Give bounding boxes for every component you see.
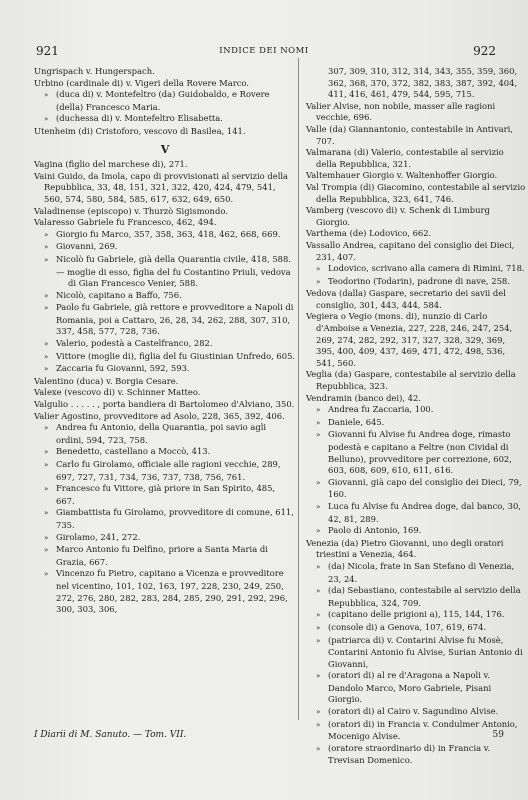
ditto-mark-icon: »	[44, 230, 49, 239]
index-entry	[34, 89, 296, 113]
index-entry	[34, 338, 296, 351]
entry-text: Benedetto, castellano a Moccò, 413.	[56, 446, 211, 457]
entry-text: Vassallo Andrea, capitano del consiglio dei Dieci, 231, 407.	[306, 239, 515, 262]
index-entry	[34, 446, 296, 459]
index-entry	[34, 507, 296, 531]
entry-text: Valle (da) Giannantonio, contestabile in Antivari, 707.	[306, 123, 513, 146]
entry-text: Nicolò, capitano a Baffo, 756.	[56, 289, 182, 300]
entry-text: Giambattista fu Girolamo, provveditore di comune, 611, 735.	[56, 507, 294, 530]
entry-text: Varthema (de) Lodovico, 662.	[306, 228, 432, 239]
index-entry	[34, 387, 296, 399]
index-entry	[306, 124, 526, 147]
ditto-mark-icon: »	[44, 509, 49, 518]
ditto-mark-icon: »	[316, 406, 321, 415]
ditto-mark-icon: »	[44, 365, 49, 374]
entry-text: Valexe (vescovo di) v. Schinner Matteo.	[34, 387, 201, 398]
index-entry	[306, 525, 526, 538]
entry-text: Andrea fu Zaccaria, 100.	[328, 404, 434, 415]
entry-text: Valadinense (episcopo) v. Thurzò Sigismondo.	[34, 205, 228, 216]
index-entry	[34, 66, 296, 78]
ditto-mark-icon: »	[316, 623, 321, 632]
entry-text: (da) Nicola, frate in San Stefano di Venezia, 23, 24.	[328, 560, 515, 584]
entry-text: (oratori di) al re d'Aragona a Napoli v. Dandolo Marco, Moro Gabriele, Pisani Giorgio.	[328, 670, 492, 705]
entry-text: Teodorino (Todarin), padrone di nave, 258.	[328, 275, 510, 286]
page-number-left: 921	[36, 44, 59, 58]
index-entry	[306, 182, 526, 205]
ditto-mark-icon: »	[44, 291, 49, 300]
entry-text: Vegiera o Vegio (mons. di), nunzio di Carlo d'Amboise a Venezia, 227, 228, 246, 247, 254, 269, 274, 282, 292, 317, 327, 328, 329, 369, 395, 400, 409, 437, 469, 471, 472, 498, 536, 541, 560.	[306, 311, 513, 368]
index-entry	[306, 170, 526, 182]
index-entry	[34, 229, 296, 242]
entry-text: (console di) a Genova, 107, 619, 674.	[328, 621, 487, 632]
entry-text: Paolo di Antonio, 169.	[328, 525, 422, 536]
entry-text: Giovanni, già capo del consiglio dei Dieci, 79, 160.	[328, 476, 522, 500]
ditto-mark-icon: »	[316, 418, 321, 427]
ditto-mark-icon: »	[44, 340, 49, 349]
index-entry	[306, 101, 526, 124]
entry-text: Valier Agostino, provveditore ad Asolo, 228, 365, 392, 406.	[34, 410, 285, 421]
entry-text: (oratori di) in Francia v. Condulmer Antonio, Mocenigo Alvise.	[328, 718, 518, 742]
index-entry	[34, 171, 296, 206]
entry-text: Venezia (da) Pietro Giovanni, uno degli oratori triestini a Venezia, 464.	[306, 537, 504, 560]
index-entry	[34, 159, 296, 171]
entry-text: Utenheim (di) Cristoforo, vescovo di Basilea, 141.	[34, 125, 246, 136]
entry-text: (da) Sebastiano, contestabile al servizio della Repubblica, 324, 709.	[328, 585, 521, 608]
entry-text: Carlo fu Girolamo, officiale alle ragioni vecchie, 289, 697, 727, 731, 734, 736, 737, 738, 756, 761.	[56, 459, 281, 482]
index-entry	[306, 538, 526, 561]
entry-text: Girolamo, 241, 272.	[56, 531, 141, 542]
index-entry	[34, 351, 296, 364]
index-entry	[306, 417, 526, 430]
entry-text: Vaini Guido, da Imola, capo di provvisionati al servizio della Repubblica, 33, 48, 151, 321, 322, 420, 424, 479, 541, 560, 574, 580, 584, 585, 617, 632, 649, 650.	[34, 170, 289, 204]
ditto-mark-icon: »	[316, 265, 321, 274]
ditto-mark-icon: »	[316, 478, 321, 487]
index-entry	[306, 477, 526, 501]
footer-title: I Diarii di M. Sanuto. — Tom. VII.	[34, 730, 187, 740]
entry-text: Paolo fu Gabriele, già rettore e provveditore a Napoli di Romania, poi a Cattaro, 26, 28, 34, 262, 288, 307, 310, 337, 458, 577, 728, 736.	[56, 302, 294, 337]
entry-text: Valtemhauer Giorgio v. Waltenhoffer Giorgio.	[306, 170, 498, 181]
index-entry	[34, 113, 296, 126]
entry-text: Val Trompia (di) Giacomino, contestabile al servizio della Repubblica, 323, 641, 746.	[306, 181, 526, 204]
entry-text: Daniele, 645.	[328, 416, 385, 427]
index-entry	[34, 483, 296, 507]
entry-text: (duchessa di) v. Montefeltro Elisabetta.	[56, 113, 223, 124]
index-entry	[34, 126, 296, 138]
index-entry	[34, 206, 296, 218]
index-entry	[306, 369, 526, 392]
ditto-mark-icon: »	[44, 91, 49, 100]
ditto-mark-icon: »	[44, 570, 49, 579]
ditto-mark-icon: »	[44, 533, 49, 542]
index-entry	[306, 585, 526, 609]
index-entry	[306, 147, 526, 170]
ditto-mark-icon: »	[316, 502, 321, 511]
index-entry	[34, 267, 296, 290]
ditto-mark-icon: »	[316, 672, 321, 681]
ditto-mark-icon: »	[316, 431, 321, 440]
entry-text: Urbino (cardinale di) v. Vigeri della Rovere Marco.	[34, 77, 249, 88]
index-entry	[34, 422, 296, 446]
index-entry	[34, 399, 296, 411]
index-entry	[306, 228, 526, 240]
entry-text: (oratori di) al Cairo v. Sagundino Alvise.	[328, 706, 499, 717]
entry-text: 307, 309, 310, 312, 314, 343, 355, 359, 360, 362, 368, 370, 372, 382, 383, 387, 392, 404, 411, 416, 461, 479, 544, 595, 715.	[328, 66, 518, 100]
entry-text: Vagina (figlio del marchese di), 271.	[34, 159, 188, 170]
index-entry	[306, 670, 526, 706]
entry-text: Vedova (dalla) Gaspare, secretario dei savii del consiglio, 301, 443, 444, 584.	[306, 288, 506, 310]
page-footer	[34, 730, 504, 740]
entry-text: Valgulio . . . . . , porta bandiera di Bartolomeo d'Alviano, 350.	[34, 399, 295, 410]
index-entry	[306, 609, 526, 622]
entry-text: V	[160, 142, 170, 156]
index-entry	[34, 532, 296, 545]
entry-text: Vincenzo fu Pietro, capitano a Vicenza e provveditore nel vicentino, 101, 102, 163, 197, 228, 230, 249, 250, 272, 276, 280, 282, 283, 284, 285, 290, 291, 292, 296, 300, 303, 306,	[56, 568, 288, 615]
index-entry	[34, 302, 296, 338]
ditto-mark-icon: »	[316, 636, 321, 645]
entry-text: Vittore (moglie di), figlia del fu Giustinian Unfredo, 605.	[56, 350, 296, 361]
ditto-mark-icon: »	[316, 720, 321, 729]
index-entry	[306, 276, 526, 289]
index-entry	[306, 288, 526, 311]
index-entry	[306, 205, 526, 228]
index-column-right	[262, 66, 526, 767]
ditto-mark-icon: »	[44, 243, 49, 252]
index-column-left	[34, 66, 296, 616]
index-entry	[34, 411, 296, 423]
entry-text: Giovanni, 269.	[56, 241, 118, 252]
index-entry	[34, 241, 296, 254]
ditto-mark-icon: »	[44, 304, 49, 313]
index-entry	[34, 544, 296, 568]
entry-text: — moglie di esso, figlia del fu Costantino Priuli, vedova di Gian Francesco Venier, 588.	[56, 266, 291, 289]
entry-text: Vendramin (banco dei), 42.	[306, 392, 421, 403]
index-entry	[34, 254, 296, 267]
entry-text: Valerio, podestà a Castelfranco, 282.	[56, 338, 213, 349]
ditto-mark-icon: »	[44, 448, 49, 457]
entry-text: Ungrispach v. Hungerspach.	[34, 66, 155, 76]
entry-text: Valaresso Gabriele fu Francesco, 462, 494.	[34, 217, 217, 228]
ditto-mark-icon: »	[316, 277, 321, 286]
ditto-mark-icon: »	[44, 461, 49, 469]
entry-text: Vamberg (vescovo di) v. Schenk di Limburg Giorgio.	[306, 205, 490, 227]
index-entry	[306, 311, 526, 369]
ditto-mark-icon: »	[44, 255, 49, 264]
index-entry	[306, 501, 526, 525]
index-entry	[306, 66, 526, 101]
ditto-mark-icon: »	[316, 587, 321, 596]
signature-number: 59	[492, 730, 504, 740]
index-entry	[306, 622, 526, 635]
entry-text: (patriarca di) v. Contarini Alvise fu Mosè, Contarini Antonio fu Alvise, Surian Antonio di Giovanni,	[328, 634, 523, 669]
index-entry	[34, 376, 296, 388]
entry-text: Valmarana (di) Valerio, contestabile al servizio della Repubblica, 321.	[306, 147, 504, 169]
index-entry	[34, 217, 296, 229]
index-entry	[306, 561, 526, 585]
entry-text: (duca di) v. Montefeltro (da) Guidobaldo, e Rovere (della) Francesco Maria.	[56, 89, 270, 112]
ditto-mark-icon: »	[316, 611, 321, 620]
entry-text: Lodovico, scrivano alla camera di Rimini, 718.	[328, 263, 525, 274]
entry-text: Giorgio fu Marco, 357, 358, 363, 418, 462, 668, 669.	[56, 228, 281, 239]
ditto-mark-icon: »	[44, 115, 49, 124]
index-entry	[34, 568, 296, 615]
ditto-mark-icon: »	[44, 424, 49, 433]
index-entry	[306, 635, 526, 671]
entry-text: Veglia (da) Gaspare, contestabile al servizio della Repubblica, 323.	[306, 369, 516, 392]
ditto-mark-icon: »	[316, 562, 321, 571]
entry-text: Zaccaria fu Giovanni, 592, 593.	[56, 363, 190, 374]
entry-text: Francesco fu Vittore, già priore in San Spirito, 485, 667.	[56, 483, 276, 506]
index-entry	[34, 78, 296, 90]
index-entry	[306, 240, 526, 263]
section-letter	[34, 144, 296, 156]
entry-text: Marco Antonio fu Delfino, priore a Santa Maria di Grazia, 667.	[56, 544, 268, 567]
entry-text: Valentino (duca) v. Borgia Cesare.	[34, 375, 179, 386]
index-entry	[306, 743, 526, 767]
index-entry	[306, 263, 526, 276]
index-entry	[306, 393, 526, 405]
index-entry	[34, 459, 296, 483]
ditto-mark-icon: »	[44, 546, 49, 555]
entry-text: Andrea fu Antonio, della Quarantia, poi savio agli ordini, 594, 723, 758.	[56, 422, 267, 445]
entry-text: Giovanni fu Alvise fu Andrea doge, rimasto podestà e capitano a Feltre (non Cividal di Belluno), provveditore per correzione, 602, 603, 608, 609, 610, 611, 616.	[328, 429, 512, 476]
ditto-mark-icon: »	[316, 744, 321, 753]
running-header	[0, 44, 528, 60]
index-entry	[306, 404, 526, 417]
entry-text: (oratore straordinario di) in Francia v. Trevisan Domenico.	[328, 742, 491, 766]
ditto-mark-icon: »	[316, 527, 321, 536]
entry-text: Luca fu Alvise fu Andrea doge, dal banco, 30, 42, 81, 289.	[328, 500, 521, 524]
entry-text: Valier Alvise, non nobile, masser alle ragioni vecchie, 696.	[306, 100, 496, 123]
index-entry	[306, 706, 526, 719]
ditto-mark-icon: »	[316, 708, 321, 717]
entry-text: Nicolò fu Gabriele, già della Quarantia civile, 418, 588.	[56, 253, 291, 264]
entry-text: (capitano delle prigioni a), 115, 144, 176.	[328, 609, 505, 620]
ditto-mark-icon: »	[44, 352, 49, 361]
index-entry	[34, 290, 296, 303]
page-number-right: 922	[473, 44, 496, 58]
index-entry	[34, 363, 296, 376]
ditto-mark-icon: »	[44, 485, 49, 494]
running-title: INDICE DEI NOMI	[219, 46, 309, 56]
index-entry	[306, 429, 526, 476]
